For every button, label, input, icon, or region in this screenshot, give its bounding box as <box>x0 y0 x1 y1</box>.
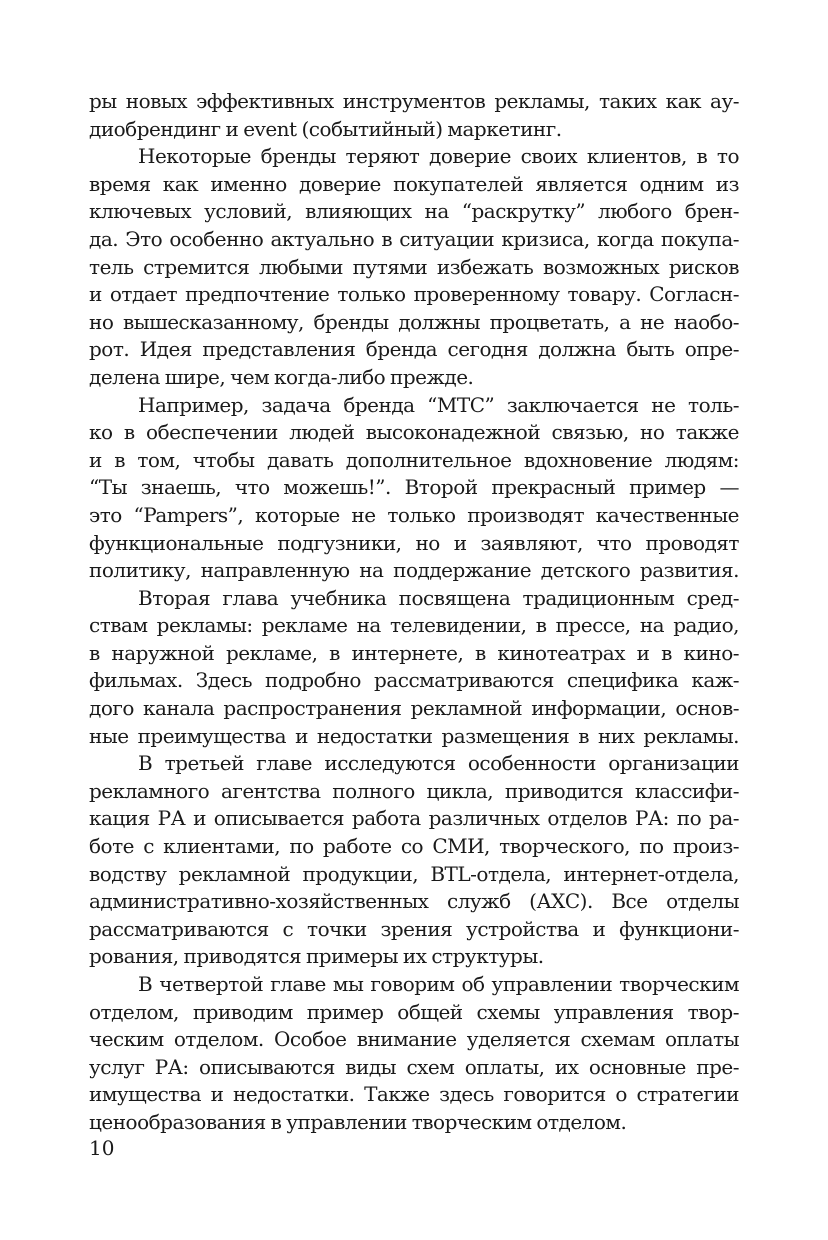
paragraph-line: водству рекламной продукции, BTL-отдела, интернет-отдела, <box>89 861 739 886</box>
paragraph-line: услуг РА: описываются виды схем оплаты, их основные пре- <box>89 1054 739 1079</box>
paragraph-line: диобрендинг и event (событийный) маркетинг. <box>89 116 562 141</box>
paragraph-line: но вышесказанному, бренды должны процветать, а не наобо- <box>89 309 739 334</box>
paragraph-6 <box>89 971 739 1137</box>
paragraph-line: ко в обеспечении людей высоконадежной связью, но также <box>89 420 739 445</box>
paragraph-line: ключевых условий, влияющих на “раскрутку” любого брен- <box>89 199 739 224</box>
paragraph-line: фильмах. Здесь подробно рассматриваются специфика каж- <box>89 668 739 693</box>
paragraph-line: время как именно доверие покупателей является одним из <box>89 171 739 196</box>
page-body <box>89 88 739 1137</box>
paragraph-3 <box>89 392 739 585</box>
paragraph-line: функциональные подгузники, но и заявляют, что проводят <box>89 530 739 555</box>
paragraph-line: ценообразования в управлении творческим отделом. <box>89 1109 627 1134</box>
paragraph-line: да. Это особенно актуально в ситуации кризиса, когда покупа- <box>89 226 739 251</box>
paragraph-line: Некоторые бренды теряют доверие своих клиентов, в то <box>138 144 739 169</box>
paragraph-line: отделом, приводим пример общей схемы управления твор- <box>89 999 739 1024</box>
paragraph-5 <box>89 750 739 971</box>
paragraph-line: в наружной рекламе, в интернете, в кинотеатрах и в кино- <box>89 640 739 665</box>
paragraph-line: и в том, чтобы давать дополнительное вдохновение людям: <box>89 447 739 472</box>
paragraph-line: рот. Идея представления бренда сегодня должна быть опре- <box>89 337 739 362</box>
paragraph-line: ные преимущества и недостатки размещения в них рекламы. <box>89 723 739 748</box>
paragraph-line: политику, направленную на поддержание детского развития. <box>89 558 739 583</box>
paragraph-line: дого канала распространения рекламной информации, основ- <box>89 696 739 721</box>
paragraph-line: рассматриваются с точки зрения устройства и функциони- <box>89 916 739 941</box>
paragraph-line: Вторая глава учебника посвящена традиционным сред- <box>138 585 739 610</box>
paragraph-1 <box>89 88 739 143</box>
page-number: 10 <box>89 1136 115 1160</box>
paragraph-2 <box>89 143 739 391</box>
paragraph-line: ры новых эффективных инструментов рекламы, таких как ау- <box>89 89 739 113</box>
paragraph-line: делена шире, чем когда-либо прежде. <box>89 364 474 389</box>
paragraph-line: рекламного агентства полного цикла, приводится классифи- <box>89 778 739 803</box>
paragraph-line: имущества и недостатки. Также здесь говорится о стратегии <box>89 1082 739 1107</box>
paragraph-line: и отдает предпочтение только проверенному товару. Согласн- <box>89 282 739 307</box>
paragraph-line: ческим отделом. Особое внимание уделяется схемам оплаты <box>89 1027 739 1052</box>
paragraph-line: Например, задача бренда “МТС” заключается не толь- <box>138 392 739 417</box>
paragraph-line: кация РА и описывается работа различных отделов РА: по ра- <box>89 806 739 831</box>
paragraph-line: В третьей главе исследуются особенности организации <box>138 751 739 776</box>
paragraph-line: В четвертой главе мы говорим об управлении творческим <box>138 972 739 996</box>
paragraph-line: рования, приводятся примеры их структуры. <box>89 944 544 969</box>
paragraph-line: “Ты знаешь, что можешь!”. Второй прекрасный пример — <box>89 475 739 500</box>
paragraph-line: ствам рекламы: рекламе на телевидении, в прессе, на радио, <box>89 613 739 638</box>
paragraph-line: административно-хозяйственных служб (АХС). Все отделы <box>89 889 739 914</box>
paragraph-line: тель стремится любыми путями избежать возможных рисков <box>89 254 739 279</box>
paragraph-4 <box>89 585 739 751</box>
paragraph-line: это “Pampers”, которые не только производят качественные <box>89 502 739 527</box>
paragraph-line: боте с клиентами, по работе со СМИ, творческого, по произ- <box>89 834 739 859</box>
